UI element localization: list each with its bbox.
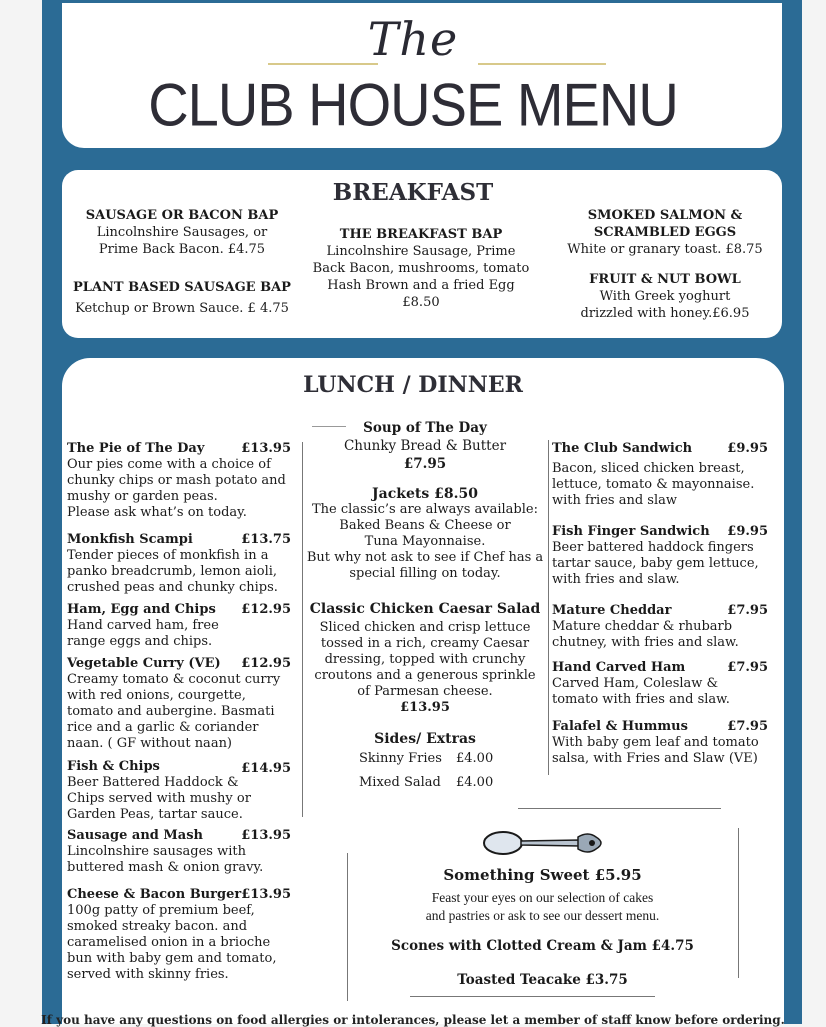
right-column-divider bbox=[548, 440, 549, 775]
item-name: Fish Finger Sandwich bbox=[552, 524, 710, 539]
teacake-text: Toasted Teacake £3.75 bbox=[457, 972, 628, 988]
the-breakfast-bap-line1: Lincolnshire Sausage, Prime bbox=[326, 244, 516, 259]
the-breakfast-bap-line3: Hash Brown and a fried Egg bbox=[327, 278, 515, 293]
item-name: Sausage and Mash bbox=[67, 828, 203, 843]
caesar-price: £13.95 bbox=[400, 700, 450, 715]
caesar-desc: Sliced chicken and crisp lettuce tossed in a rich, creamy Caesar dressing, topped with crunchy croutons and a generous sprinkle of Parmesan cheese. bbox=[314, 620, 536, 699]
salmon-name1: SMOKED SALMON & bbox=[587, 208, 743, 223]
lunch-item-cheddar bbox=[552, 603, 768, 651]
item-price: £13.95 bbox=[241, 828, 291, 843]
lunch-item-pie bbox=[67, 441, 293, 521]
plant-bap-item bbox=[72, 279, 292, 317]
item-price: £13.95 bbox=[241, 887, 291, 902]
item-desc: Hand carved ham, free range eggs and chips. bbox=[67, 618, 219, 649]
item-desc: Creamy tomato & coconut curry with red onions, courgette, tomato and aubergine. Basmati rice and a garlic & coriander naan. ( GF without naan) bbox=[67, 672, 281, 751]
item-price: £13.95 bbox=[241, 441, 291, 456]
side-salad bbox=[359, 775, 441, 791]
fruit-bowl-line1: With Greek yoghurt bbox=[599, 289, 731, 304]
plant-bap-line1: Ketchup or Brown Sauce. £ 4.75 bbox=[75, 301, 289, 316]
sweet-item bbox=[350, 867, 735, 925]
the-breakfast-bap-item bbox=[305, 226, 537, 311]
lunch-item-ham-egg bbox=[67, 602, 293, 650]
lunch-item-burger bbox=[67, 887, 293, 983]
soup-price: £7.95 bbox=[403, 456, 447, 472]
item-price: £12.95 bbox=[241, 602, 291, 617]
item-price: £9.95 bbox=[727, 524, 768, 539]
item-desc: Beer Battered Haddock & Chips served with mushy or Garden Peas, tartar sauce. bbox=[67, 775, 251, 822]
the-breakfast-bap-name: THE BREAKFAST BAP bbox=[339, 227, 503, 242]
sweet-left-rule bbox=[347, 853, 348, 1001]
lunch-item-fish-chips bbox=[67, 759, 293, 823]
item-desc: Our pies come with a choice of chunky chips or mash potato and mushy or garden peas. Please ask what’s on today. bbox=[67, 457, 286, 520]
sweet-right-rule bbox=[738, 828, 739, 978]
scones-text: Scones with Clotted Cream & Jam £4.75 bbox=[391, 938, 694, 954]
item-name: The Club Sandwich bbox=[552, 441, 693, 456]
item-desc: Mature cheddar & rhubarb chutney, with fries and slaw. bbox=[552, 619, 739, 650]
sweet-bottom-rule bbox=[410, 996, 655, 997]
item-price: £9.95 bbox=[727, 441, 768, 456]
item-name: Monkfish Scampi bbox=[67, 532, 193, 547]
page-title: CLUB HOUSE MENU bbox=[148, 70, 678, 139]
breakfast-heading: BREAKFAST bbox=[332, 179, 494, 206]
item-desc: Bacon, sliced chicken breast, lettuce, tomato & mayonnaise. with fries and slaw bbox=[552, 461, 755, 508]
script-title: The bbox=[367, 12, 459, 66]
lunch-item-sausage-mash bbox=[67, 828, 293, 876]
item-desc: With baby gem leaf and tomato salsa, with Fries and Slaw (VE) bbox=[552, 735, 759, 766]
lunch-item-club-sandwich bbox=[552, 441, 768, 509]
salmon-line1: White or granary toast. £8.75 bbox=[567, 242, 763, 257]
jackets-item bbox=[303, 486, 547, 582]
item-name: Hand Carved Ham bbox=[552, 660, 686, 675]
breakfast-bap-name: SAUSAGE OR BACON BAP bbox=[85, 208, 279, 223]
item-name: Falafel & Hummus bbox=[552, 719, 688, 734]
item-price: £7.95 bbox=[727, 719, 768, 734]
salmon-name2: SCRAMBLED EGGS bbox=[593, 225, 737, 240]
sweet-heading: Something Sweet £5.95 bbox=[443, 866, 642, 884]
side-fries-price: £4.00 bbox=[456, 751, 494, 766]
salmon-item bbox=[560, 207, 770, 258]
the-breakfast-bap-line2: Back Bacon, mushrooms, tomato bbox=[312, 261, 530, 276]
side-fries bbox=[359, 751, 442, 767]
lunch-heading: LUNCH / DINNER bbox=[303, 372, 523, 398]
item-desc: Carved Ham, Coleslaw & tomato with fries and slaw. bbox=[552, 676, 730, 707]
teacake-item bbox=[350, 972, 735, 988]
item-name: Cheese & Bacon Burger bbox=[67, 887, 242, 902]
sides-item bbox=[305, 731, 545, 747]
lunch-item-fish-finger bbox=[552, 524, 768, 588]
breakfast-bap-item bbox=[72, 207, 292, 258]
soup-line1: Chunky Bread & Butter bbox=[343, 438, 507, 454]
fruit-bowl-line2: drizzled with honey.£6.95 bbox=[580, 306, 750, 321]
item-price: £12.95 bbox=[241, 656, 291, 671]
plant-bap-name: PLANT BASED SAUSAGE BAP bbox=[73, 280, 291, 295]
item-desc: Tender pieces of monkfish in a panko breadcrumb, lemon aioli, crushed peas and chunky chips. bbox=[67, 548, 278, 595]
caesar-name: Classic Chicken Caesar Salad bbox=[309, 601, 541, 617]
side-fries-name: Skinny Fries bbox=[359, 751, 442, 766]
soup-item bbox=[305, 420, 545, 472]
jackets-name: Jackets £8.50 bbox=[372, 486, 478, 502]
item-name: The Pie of The Day bbox=[67, 441, 205, 456]
scones-item bbox=[350, 938, 735, 954]
soup-name: Soup of The Day bbox=[363, 420, 487, 436]
lunch-item-curry bbox=[67, 656, 293, 752]
breakfast-bap-line1: Lincolnshire Sausages, or bbox=[96, 225, 268, 240]
spoon-icon bbox=[482, 826, 608, 860]
fruit-bowl-name: FRUIT & NUT BOWL bbox=[589, 272, 741, 287]
item-name: Fish & Chips bbox=[67, 759, 160, 774]
item-price: £14.95 bbox=[241, 761, 291, 776]
item-name: Vegetable Curry (VE) bbox=[67, 656, 221, 671]
the-breakfast-bap-price: £8.50 bbox=[402, 295, 440, 310]
item-desc: Lincolnshire sausages with buttered mash & onion gravy. bbox=[67, 844, 264, 875]
item-price: £7.95 bbox=[727, 603, 768, 618]
sweet-desc: Feast your eyes on our selection of cakes and pastries or ask to see our dessert menu. bbox=[425, 890, 660, 923]
item-price: £7.95 bbox=[727, 660, 768, 675]
allergy-footer: If you have any questions on food allergies or intolerances, please let a member of staff know before ordering. bbox=[41, 1013, 785, 1027]
jackets-desc: The classic’s are always available: Baked Beans & Cheese or Tuna Mayonnaise. But why not ask to see if Chef has a special filling on today. bbox=[306, 502, 544, 581]
item-name: Mature Cheddar bbox=[552, 603, 672, 618]
caesar-item bbox=[303, 601, 547, 716]
lunch-item-ham bbox=[552, 660, 768, 708]
item-name: Ham, Egg and Chips bbox=[67, 602, 216, 617]
fruit-bowl-item bbox=[560, 271, 770, 322]
item-desc: Beer battered haddock fingers tartar sauce, baby gem lettuce, with fries and slaw. bbox=[552, 540, 759, 587]
item-desc: 100g patty of premium beef, smoked streaky bacon. and caramelised onion in a brioche bun with baby gem and tomato, served with skinny fries. bbox=[67, 903, 277, 982]
lunch-item-falafel bbox=[552, 719, 768, 767]
side-salad-price: £4.00 bbox=[456, 775, 494, 790]
lunch-item-scampi bbox=[67, 532, 293, 596]
breakfast-bap-line2: Prime Back Bacon. £4.75 bbox=[98, 242, 266, 257]
sides-heading: Sides/ Extras bbox=[374, 731, 476, 747]
side-salad-name: Mixed Salad bbox=[359, 775, 441, 790]
item-price: £13.75 bbox=[241, 532, 291, 547]
sweet-top-rule bbox=[518, 808, 721, 809]
